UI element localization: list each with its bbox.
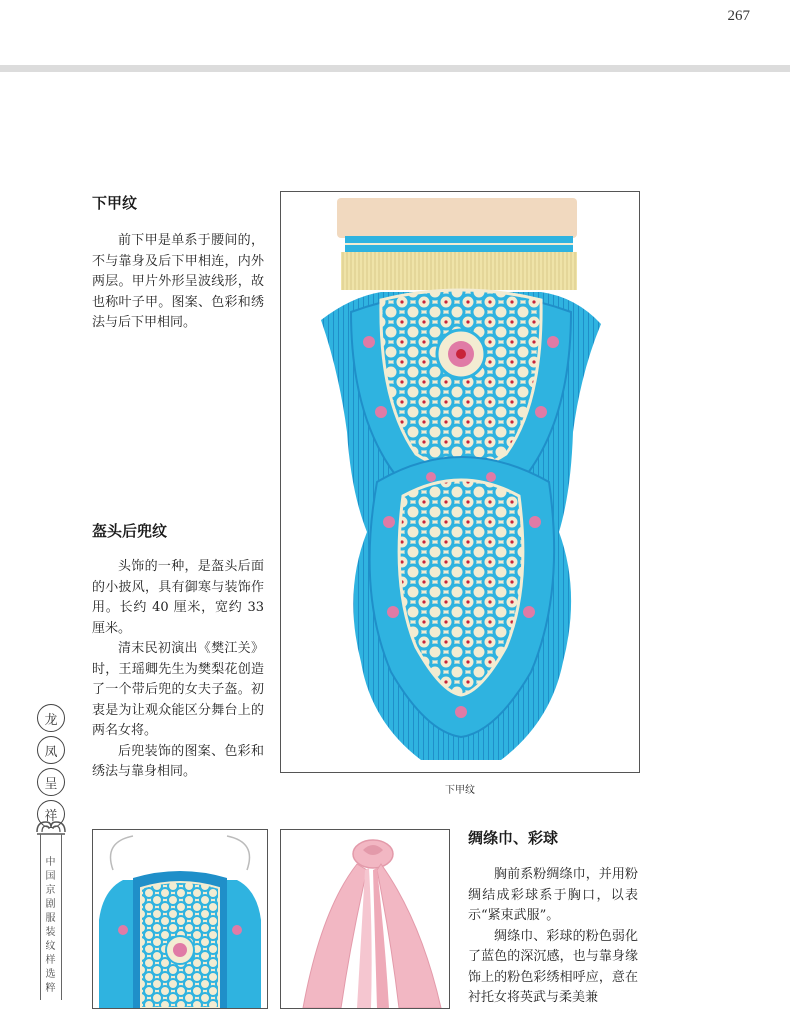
section-text-choutiaojin <box>468 865 638 1009</box>
page-header-bar <box>0 0 790 72</box>
paragraph: 胸前系粉绸绦巾，并用粉绸结成彩球系于胸口，以表示“紧束武服”。 <box>468 867 638 923</box>
paragraph: 清末民初演出《樊江关》时，王瑶卿先生为樊梨花创造了一个带后兜的女夫子盔。初衷是为让观众能区分舞台上的两名女将。 <box>92 641 264 738</box>
scroll-ornament <box>34 818 68 1000</box>
page-number: 267 <box>727 8 750 24</box>
figure-scarf-photo <box>280 829 450 1009</box>
side-book-title: 中国京剧服装纹样选粹 <box>45 857 56 994</box>
figure-xiajia-photo <box>280 191 640 773</box>
figure-caption: 下甲纹 <box>445 785 475 796</box>
section-heading-xiajia: 下甲纹 <box>92 194 138 212</box>
paragraph: 头饰的一种，是盔头后面的小披风，具有御寒与装饰作用。长约 40 厘米，宽约 33 厘米。 <box>92 559 264 636</box>
section-heading-choutiaojin: 绸绦巾、彩球 <box>468 829 559 847</box>
section-text-xiajia <box>92 231 264 334</box>
side-title-char: 龙 <box>37 704 65 732</box>
side-title-longfengchengxiang <box>33 704 69 832</box>
xiajia-garment-illustration <box>281 192 639 772</box>
section-heading-houdou: 盔头后兜纹 <box>92 522 168 540</box>
paragraph: 后兜装饰的图案、色彩和绣法与靠身相同。 <box>92 743 264 779</box>
side-title-char: 凤 <box>37 736 65 764</box>
section-text-houdou <box>92 557 264 783</box>
paragraph: 绸绦巾、彩球的粉色弱化了蓝色的深沉感，也与靠身缘饰上的粉色彩绣相呼应，意在衬托女将英武与柔美兼 <box>468 928 638 1005</box>
scarf-illustration <box>281 830 449 1008</box>
side-title-char: 呈 <box>37 768 65 796</box>
figure-houdou-photo <box>92 829 268 1009</box>
houdou-illustration <box>93 830 267 1008</box>
paragraph: 前下甲是单系于腰间的，不与靠身及后下甲相连，内外两层。甲片外形呈波线形，故也称叶子甲。图案、色彩和绣法与后下甲相同。 <box>92 233 264 330</box>
side-title-char: 祥 <box>37 800 65 828</box>
scroll-body <box>40 834 62 1000</box>
